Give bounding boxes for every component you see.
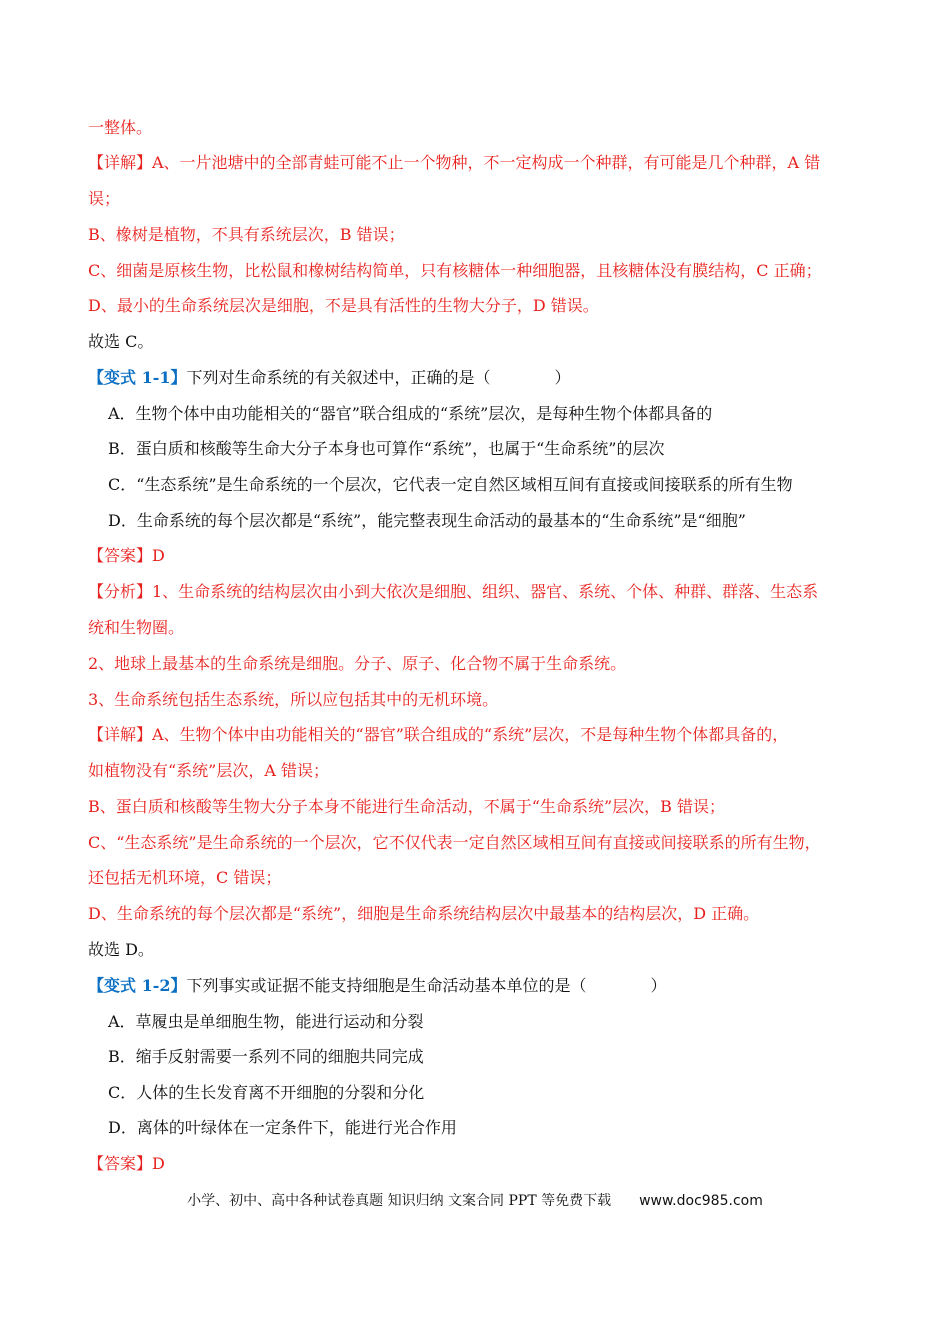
question-tag: 【变式 1-2】: [88, 976, 187, 995]
detail-paragraph: 【详解】A、生物个体中由功能相关的“器官”联合组成的“系统”层次，不是每种生物个体都具备的，: [88, 725, 789, 744]
answer-label: 【答案】D: [88, 1154, 165, 1173]
detail-item-d: D、最小的生命系统层次是细胞，不是具有活性的生物大分子，D 错误。: [88, 296, 599, 315]
analysis-paragraph: 【分析】1、生命系统的结构层次由小到大依次是细胞、组织、器官、系统、个体、种群、群落、生态系: [88, 582, 819, 601]
analysis-point-3: 3、生命系统包括生态系统，所以应包括其中的无机环境。: [88, 690, 499, 709]
detail-item-b: B、蛋白质和核酸等生物大分子本身不能进行生命活动，不属于“生命系统”层次，B 错误；: [88, 797, 725, 816]
detail-paragraph-cont: 如植物没有“系统”层次，A 错误；: [88, 761, 330, 780]
page-footer: [0, 1190, 950, 1210]
selected-answer-note: 故选 D。: [88, 940, 154, 959]
option-b: B．缩手反射需要一系列不同的细胞共同完成: [108, 1047, 424, 1066]
selected-answer-note: 故选 C。: [88, 332, 154, 351]
option-c: C．人体的生长发育离不开细胞的分裂和分化: [108, 1083, 425, 1102]
question-tag: 【变式 1-1】: [88, 368, 187, 387]
option-a: A．草履虫是单细胞生物，能进行运动和分裂: [108, 1012, 424, 1031]
footer-text: 小学、初中、高中各种试卷真题 知识归纳 文案合同 PPT 等免费下载: [187, 1193, 612, 1209]
option-a: A．生物个体中由功能相关的“器官”联合组成的“系统”层次，是每种生物个体都具备的: [108, 404, 713, 423]
question-1-2: [88, 975, 667, 997]
question-1-1: [88, 367, 571, 389]
question-stem: 下列事实或证据不能支持细胞是生命活动基本单位的是（ ）: [186, 976, 667, 995]
option-b: B．蛋白质和核酸等生命大分子本身也可算作“系统”，也属于“生命系统”的层次: [108, 439, 665, 458]
detail-item-d: D、生命系统的每个层次都是“系统”，细胞是生命系统结构层次中最基本的结构层次，D 正确。: [88, 904, 760, 923]
option-d: D．生命系统的每个层次都是“系统”，能完整表现生命活动的最基本的“生命系统”是“细胞”: [108, 511, 746, 530]
analysis-point-2: 2、地球上最基本的生命系统是细胞。分子、原子、化合物不属于生命系统。: [88, 654, 627, 673]
option-c: C．“生态系统”是生命系统的一个层次，它代表一定自然区域相互间有直接或间接联系的所有生物: [108, 475, 793, 494]
detail-item-c-cont: 还包括无机环境，C 错误；: [88, 868, 282, 887]
question-stem: 下列对生命系统的有关叙述中，正确的是（ ）: [186, 368, 571, 387]
option-d: D．离体的叶绿体在一定条件下，能进行光合作用: [108, 1118, 457, 1137]
detail-item-b: B、橡树是植物，不具有系统层次，B 错误；: [88, 225, 405, 244]
detail-paragraph: 【详解】A、一片池塘中的全部青蛙可能不止一个物种，不一定构成一个种群，有可能是几个种群，A 错: [88, 153, 821, 172]
analysis-paragraph-cont: 统和生物圈。: [88, 618, 185, 637]
detail-item-c: C、细菌是原核生物，比松鼠和橡树结构简单，只有核糖体一种细胞器，且核糖体没有膜结构，C 正确；: [88, 261, 822, 280]
explanation-continuation: 一整体。: [88, 118, 153, 137]
detail-paragraph-cont: 误；: [88, 189, 121, 208]
footer-link[interactable]: www.doc985.com: [639, 1193, 763, 1209]
detail-item-c: C、“生态系统”是生命系统的一个层次，它不仅代表一定自然区域相互间有直接或间接联系的所有生物，: [88, 833, 821, 852]
answer-label: 【答案】D: [88, 546, 165, 565]
